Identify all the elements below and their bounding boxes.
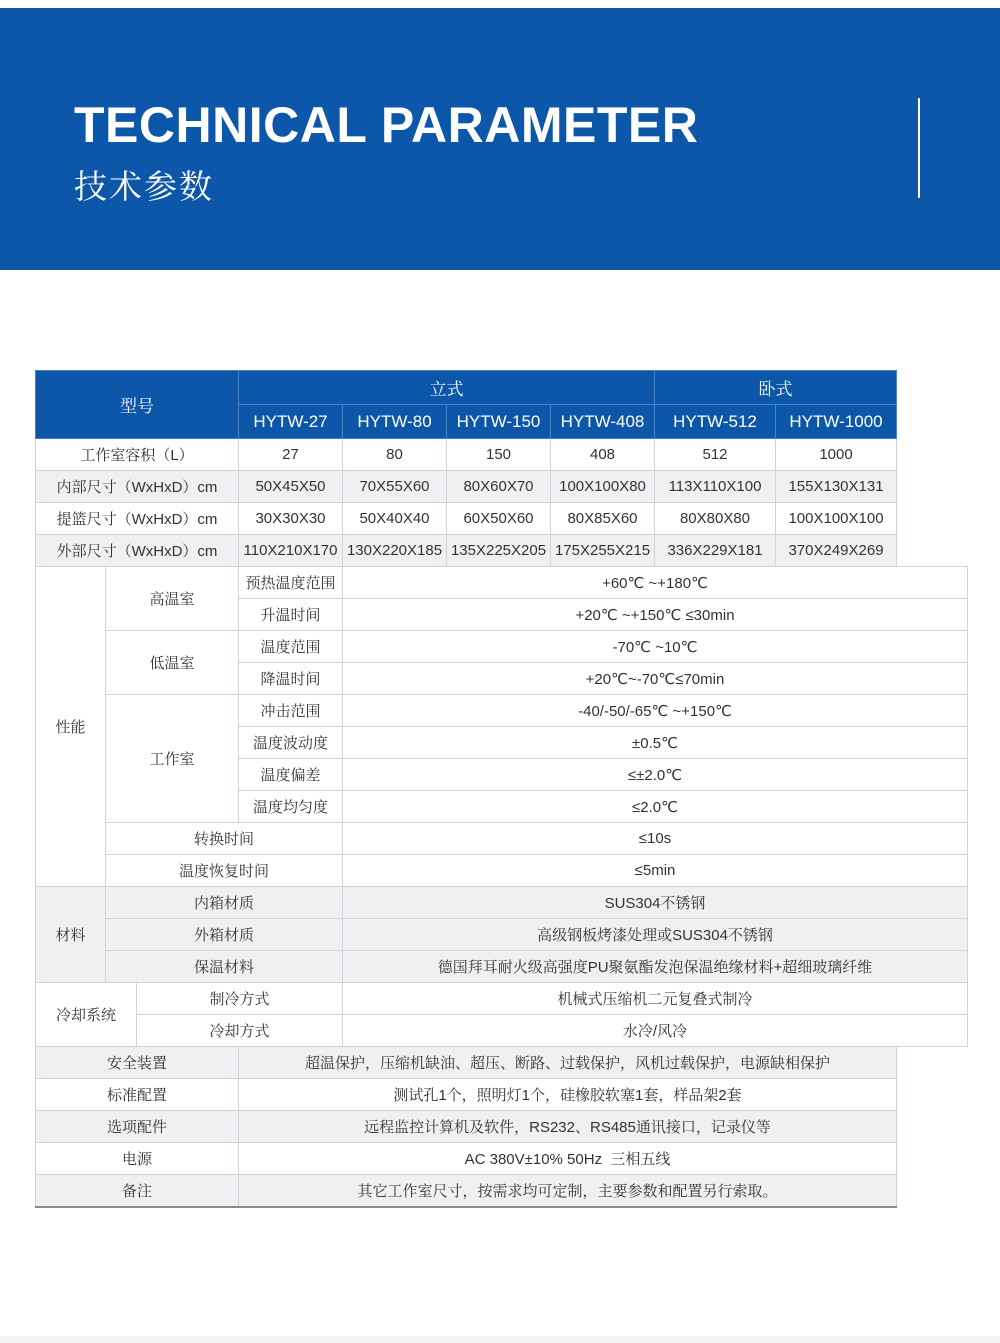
table-row-preheat (36, 567, 968, 599)
table-cell: 408 (551, 439, 655, 471)
row-label: 内箱材质 (106, 887, 343, 919)
row-value: SUS304不锈钢 (343, 887, 968, 919)
row-label: 内部尺寸（WxHxD）cm (36, 471, 239, 503)
table-cell: 512 (655, 439, 776, 471)
table-cell: 27 (239, 439, 343, 471)
group-label-material: 材料 (36, 887, 106, 983)
decorative-divider (918, 98, 920, 198)
table-cell: 50X40X40 (343, 503, 447, 535)
table-cell: 113X110X100 (655, 471, 776, 503)
table-row-remarks (36, 1175, 968, 1208)
table-cell: 100X100X80 (551, 471, 655, 503)
row-value: ≤5min (343, 855, 968, 887)
table-cell: 60X50X60 (447, 503, 551, 535)
table-cell: 135X225X205 (447, 535, 551, 567)
page-title: TECHNICAL PARAMETER (74, 97, 699, 153)
row-label: 电源 (36, 1143, 239, 1175)
table-row-insulation (36, 951, 968, 983)
table-cell: 30X30X30 (239, 503, 343, 535)
row-label: 外部尺寸（WxHxD）cm (36, 535, 239, 567)
row-label: 标准配置 (36, 1079, 239, 1111)
table-row-cooling-method (36, 1015, 968, 1047)
subgroup-label-high-temp: 高温室 (106, 567, 239, 631)
row-value: ≤10s (343, 823, 968, 855)
table-row-refrigeration (36, 983, 968, 1015)
table-cell: 50X45X50 (239, 471, 343, 503)
row-value: 机械式压缩机二元复叠式制冷 (343, 983, 968, 1015)
row-label: 备注 (36, 1175, 239, 1208)
header-row-groups (36, 371, 968, 405)
table-cell: 80X60X70 (447, 471, 551, 503)
row-value: 测试孔1个，照明灯1个，硅橡胶软塞1套，样品架2套 (239, 1079, 897, 1111)
table-cell: 110X210X170 (239, 535, 343, 567)
row-value: +20℃ ~+150℃ ≤30min (343, 599, 968, 631)
group-vertical: 立式 (239, 371, 655, 405)
row-label: 温度范围 (239, 631, 343, 663)
row-label: 安全装置 (36, 1047, 239, 1079)
row-value: +20℃~-70℃≤70min (343, 663, 968, 695)
model-name: HYTW-512 (655, 405, 776, 439)
table-row-basket-size (36, 503, 968, 535)
row-value: AC 380V±10% 50Hz 三相五线 (239, 1143, 897, 1175)
row-label: 温度恢复时间 (106, 855, 343, 887)
header-banner (0, 8, 1000, 270)
row-label: 外箱材质 (106, 919, 343, 951)
table-cell: 100X100X100 (776, 503, 897, 535)
subgroup-label-work-room: 工作室 (106, 695, 239, 823)
page-subtitle: 技术参数 (74, 168, 214, 205)
subgroup-label-low-temp: 低温室 (106, 631, 239, 695)
table-cell: 1000 (776, 439, 897, 471)
table-cell: 175X255X215 (551, 535, 655, 567)
model-name: HYTW-408 (551, 405, 655, 439)
row-value: -70℃ ~10℃ (343, 631, 968, 663)
table-row-safety (36, 1047, 968, 1079)
group-horizontal: 卧式 (655, 371, 897, 405)
table-row-options (36, 1111, 968, 1143)
group-label-performance: 性能 (36, 567, 106, 887)
footer-strip (0, 1336, 1000, 1343)
table-row-power (36, 1143, 968, 1175)
row-label: 提篮尺寸（WxHxD）cm (36, 503, 239, 535)
row-label: 冷却方式 (137, 1015, 343, 1047)
table-row-outer-material (36, 919, 968, 951)
table-row-volume (36, 439, 968, 471)
table-row-impact-range (36, 695, 968, 727)
table-row-standard (36, 1079, 968, 1111)
row-label: 升温时间 (239, 599, 343, 631)
row-value: -40/-50/-65℃ ~+150℃ (343, 695, 968, 727)
table-row-inner-material (36, 887, 968, 919)
table-row-low-temp-range (36, 631, 968, 663)
row-value: 远程监控计算机及软件，RS232、RS485通讯接口，记录仪等 (239, 1111, 897, 1143)
group-label-cooling: 冷却系统 (36, 983, 137, 1047)
row-value: 水冷/风冷 (343, 1015, 968, 1047)
model-name: HYTW-150 (447, 405, 551, 439)
row-value: ≤2.0℃ (343, 791, 968, 823)
table-row-outer-size (36, 535, 968, 567)
row-label: 保温材料 (106, 951, 343, 983)
table-cell: 150 (447, 439, 551, 471)
row-value: ±0.5℃ (343, 727, 968, 759)
table-cell: 130X220X185 (343, 535, 447, 567)
table-row-switch-time (36, 823, 968, 855)
table-cell: 80X85X60 (551, 503, 655, 535)
table-row-recovery-time (36, 855, 968, 887)
model-name: HYTW-80 (343, 405, 447, 439)
row-label: 工作室容积（L） (36, 439, 239, 471)
row-value: 其它工作室尺寸，按需求均可定制，主要参数和配置另行索取。 (239, 1175, 897, 1208)
technical-parameter-table (35, 370, 968, 1208)
row-value: 德国拜耳耐火级高强度PU聚氨酯发泡保温绝缘材料+超细玻璃纤维 (343, 951, 968, 983)
row-value: 高级钢板烤漆处理或SUS304不锈钢 (343, 919, 968, 951)
row-label: 冲击范围 (239, 695, 343, 727)
row-label: 制冷方式 (137, 983, 343, 1015)
row-label: 预热温度范围 (239, 567, 343, 599)
row-label: 温度均匀度 (239, 791, 343, 823)
row-label: 降温时间 (239, 663, 343, 695)
model-name: HYTW-27 (239, 405, 343, 439)
model-name: HYTW-1000 (776, 405, 897, 439)
row-label: 温度波动度 (239, 727, 343, 759)
row-label: 转换时间 (106, 823, 343, 855)
table-cell: 70X55X60 (343, 471, 447, 503)
table-cell: 80 (343, 439, 447, 471)
row-value: 超温保护，压缩机缺油、超压、断路、过载保护，风机过载保护，电源缺相保护 (239, 1047, 897, 1079)
table-cell: 80X80X80 (655, 503, 776, 535)
table-cell: 370X249X269 (776, 535, 897, 567)
table-cell: 336X229X181 (655, 535, 776, 567)
model-label: 型号 (36, 371, 239, 439)
row-value: ≤±2.0℃ (343, 759, 968, 791)
table-cell: 155X130X131 (776, 471, 897, 503)
row-label: 选项配件 (36, 1111, 239, 1143)
row-label: 温度偏差 (239, 759, 343, 791)
table-row-inner-size (36, 471, 968, 503)
row-value: +60℃ ~+180℃ (343, 567, 968, 599)
